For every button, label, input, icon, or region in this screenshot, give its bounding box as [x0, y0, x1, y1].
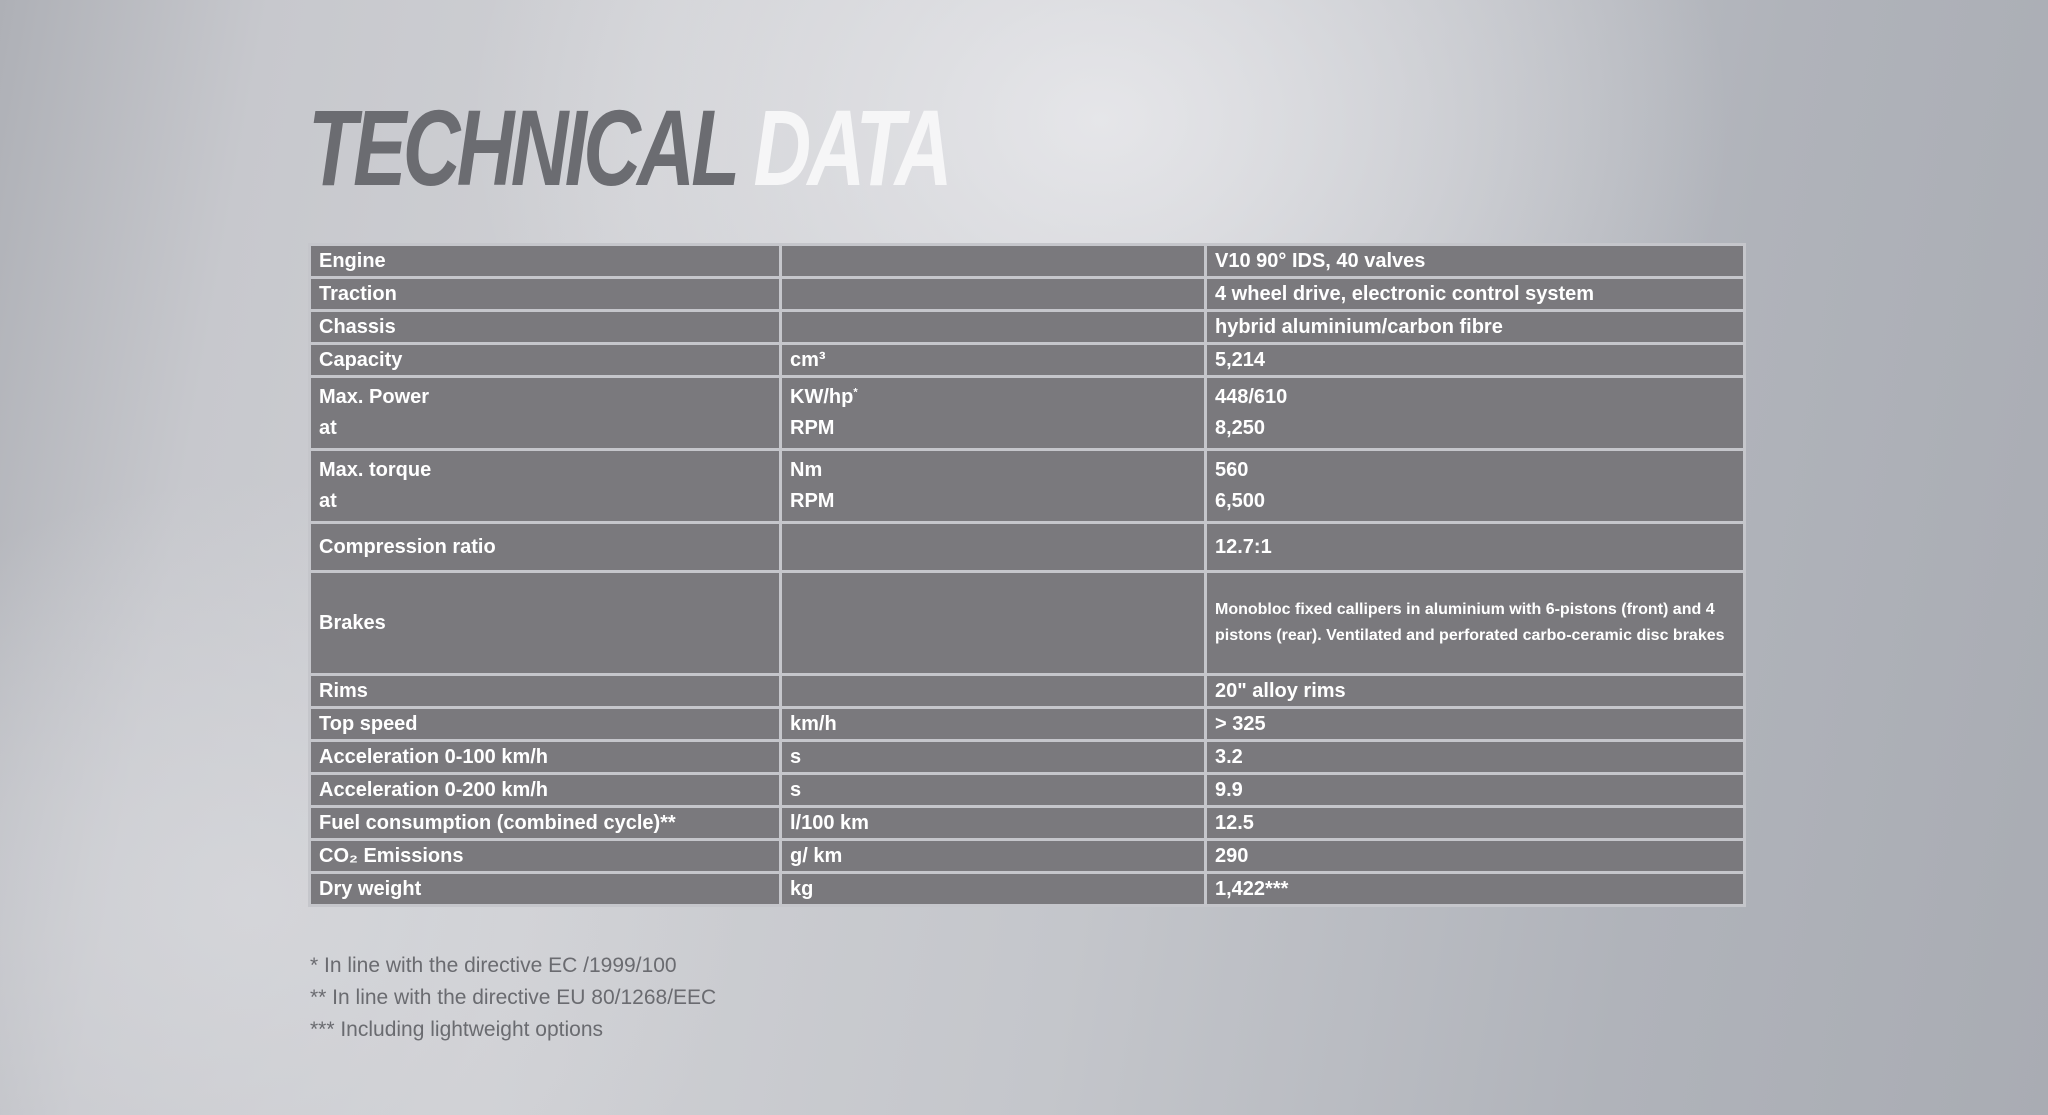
table-row — [310, 450, 1745, 523]
spec-value: > 325 — [1206, 708, 1745, 741]
spec-value: 290 — [1206, 840, 1745, 873]
spec-value: hybrid aluminium/carbon fibre — [1206, 311, 1745, 344]
spec-label: Acceleration 0-100 km/h — [310, 741, 781, 774]
table-row — [310, 840, 1745, 873]
spec-label: Traction — [310, 278, 781, 311]
spec-value-line: 560 — [1215, 459, 1249, 481]
spec-value: Monobloc fixed callipers in aluminium with 6-pistons (front) and 4 pistons (rear). Ventilated and perforated carbo-ceramic disc brakes — [1206, 572, 1745, 675]
table-row — [310, 377, 1745, 450]
footnote-marker: * — [853, 386, 858, 399]
spec-unit — [781, 450, 1206, 523]
page-title — [308, 88, 949, 208]
footnote: *** Including lightweight options — [310, 1018, 604, 1041]
spec-label: Rims — [310, 675, 781, 708]
spec-value: 20" alloy rims — [1206, 675, 1745, 708]
spec-unit: s — [781, 741, 1206, 774]
spec-label: Chassis — [310, 311, 781, 344]
spec-unit: l/100 km — [781, 807, 1206, 840]
spec-value: 5,214 — [1206, 344, 1745, 377]
spec-unit: kg — [781, 873, 1206, 906]
spec-unit — [781, 675, 1206, 708]
spec-unit — [781, 572, 1206, 675]
spec-unit-text: KW/hp — [790, 386, 854, 408]
spec-unit — [781, 245, 1206, 278]
table-row — [310, 572, 1745, 675]
page-title-technical: TECHNICAL — [308, 87, 735, 208]
spec-label: Top speed — [310, 708, 781, 741]
spec-label-line: at — [319, 417, 337, 439]
table-row — [310, 675, 1745, 708]
spec-label-line: at — [319, 490, 337, 512]
spec-value: 4 wheel drive, electronic control system — [1206, 278, 1745, 311]
spec-unit-line: RPM — [790, 490, 835, 512]
spec-label — [310, 377, 781, 450]
spec-value — [1206, 377, 1745, 450]
table-row — [310, 278, 1745, 311]
table-row — [310, 807, 1745, 840]
spec-unit — [781, 278, 1206, 311]
spec-unit: g/ km — [781, 840, 1206, 873]
spec-unit-line: Nm — [790, 459, 823, 481]
spec-unit: s — [781, 774, 1206, 807]
spec-value — [1206, 450, 1745, 523]
footnote: ** In line with the directive EU 80/1268/EEC — [310, 986, 717, 1009]
spec-label: Dry weight — [310, 873, 781, 906]
footnote: * In line with the directive EC /1999/100 — [310, 954, 677, 977]
spec-value: V10 90° IDS, 40 valves — [1206, 245, 1745, 278]
spec-label: Capacity — [310, 344, 781, 377]
footnotes — [310, 950, 716, 1046]
spec-label: Engine — [310, 245, 781, 278]
spec-value: 9.9 — [1206, 774, 1745, 807]
spec-label: Compression ratio — [310, 523, 781, 572]
table-row — [310, 708, 1745, 741]
spec-label: Fuel consumption (combined cycle)** — [310, 807, 781, 840]
spec-unit — [781, 311, 1206, 344]
spec-label-line: Max. torque — [319, 459, 432, 481]
table-row — [310, 873, 1745, 906]
spec-unit-line: RPM — [790, 417, 835, 439]
spec-label: CO₂ Emissions — [310, 840, 781, 873]
spec-unit-line — [790, 382, 1196, 413]
spec-value: 1,422*** — [1206, 873, 1745, 906]
spec-value: 12.5 — [1206, 807, 1745, 840]
spec-unit: km/h — [781, 708, 1206, 741]
spec-value: 3.2 — [1206, 741, 1745, 774]
spec-value-line: 8,250 — [1215, 417, 1266, 439]
table-row — [310, 344, 1745, 377]
table-row — [310, 774, 1745, 807]
spec-label — [310, 450, 781, 523]
table-row — [310, 245, 1745, 278]
spec-label-line: Max. Power — [319, 386, 430, 408]
spec-label: Brakes — [310, 572, 781, 675]
table-row — [310, 741, 1745, 774]
spec-label: Acceleration 0-200 km/h — [310, 774, 781, 807]
spec-value-line: 448/610 — [1215, 386, 1288, 408]
spec-unit — [781, 523, 1206, 572]
spec-value-line: 6,500 — [1215, 490, 1266, 512]
table-row — [310, 523, 1745, 572]
table-row — [310, 311, 1745, 344]
spec-unit — [781, 377, 1206, 450]
technical-data-table — [308, 243, 1746, 907]
spec-value: 12.7:1 — [1206, 523, 1745, 572]
spec-unit: cm³ — [781, 344, 1206, 377]
page-title-data: DATA — [753, 87, 949, 208]
